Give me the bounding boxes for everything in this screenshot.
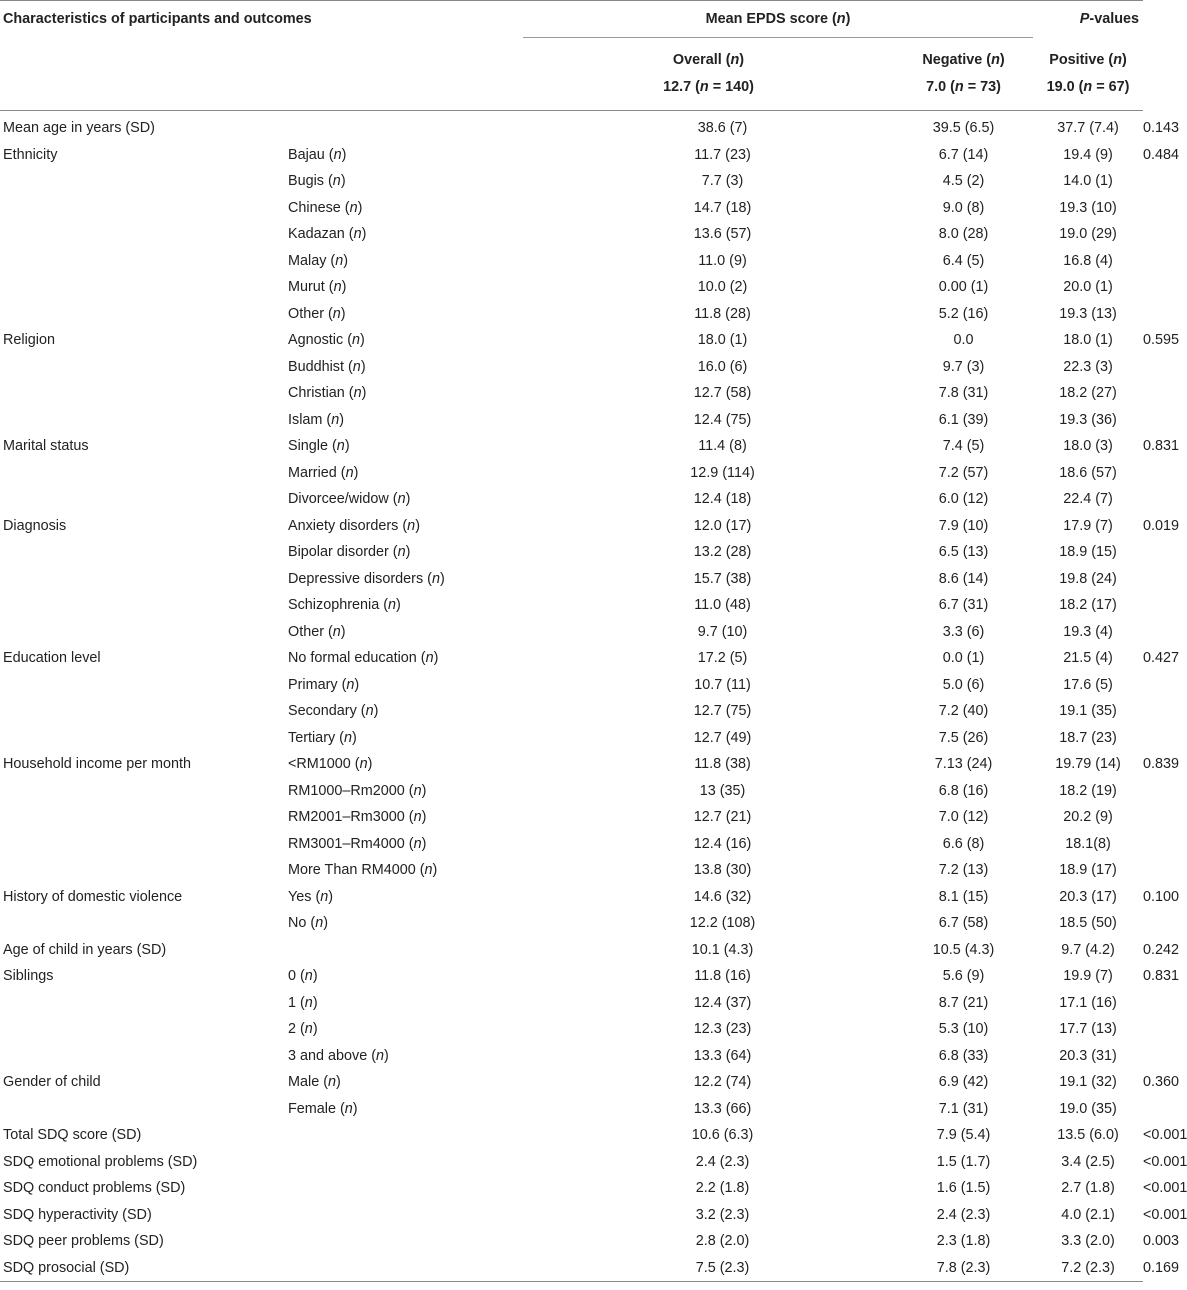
cell-overall: 12.0 (17) (693, 517, 752, 534)
cell-overall: 12.9 (114) (690, 464, 755, 481)
cell-overall: 2.2 (1.8) (695, 1180, 750, 1197)
cell-positive: 13.5 (6.0) (1057, 1127, 1119, 1144)
cell-negative: 6.7 (31) (938, 597, 989, 614)
cell-negative: 9.7 (3) (942, 358, 985, 375)
cell-overall: 12.3 (23) (693, 1021, 752, 1038)
table-row: Education level No formal education (n) 17.2 (5) 0.0 (1) 21.5 (4) 0.427 (0, 645, 1143, 672)
cell-negative: 5.6 (9) (942, 968, 985, 985)
table-row (0, 301, 1143, 328)
cell-category: SDQ emotional problems (SD) (3, 1153, 198, 1170)
cell-positive: 19.79 (14) (1055, 756, 1121, 773)
cell-category: Mean age in years (SD) (3, 120, 155, 137)
table-row (0, 1043, 1143, 1070)
cell-positive: 18.5 (50) (1059, 915, 1117, 932)
cell-subcategory (285, 937, 523, 964)
cell-positive: 9.7 (4.2) (1061, 941, 1115, 958)
table-row (0, 407, 1143, 434)
cell-positive: 19.0 (29) (1059, 226, 1117, 243)
cell-overall: 12.4 (18) (693, 491, 752, 508)
table-header (0, 1, 1143, 111)
cell-positive: 16.8 (4) (1063, 252, 1113, 269)
cell-overall: 13.2 (28) (693, 544, 752, 561)
cell-overall: 16.0 (6) (697, 358, 748, 375)
cell-category (0, 592, 285, 619)
cell-positive: 20.3 (17) (1059, 888, 1117, 905)
cell-subcategory: 3 and above (n) (288, 1047, 389, 1064)
cell-subcategory (285, 1255, 523, 1282)
table-row (0, 804, 1143, 831)
cell-subcategory (285, 111, 523, 142)
cell-overall: 13.3 (66) (693, 1100, 752, 1117)
cell-positive: 18.7 (23) (1059, 729, 1117, 746)
cell-category: Total SDQ score (SD) (3, 1127, 142, 1144)
cell-negative: 6.8 (16) (938, 782, 989, 799)
cell-category: SDQ prosocial (SD) (0, 1255, 285, 1282)
cell-subcategory: Primary (n) (288, 676, 360, 693)
table-body (0, 111, 1187, 1282)
cell-overall: 11.4 (8) (698, 438, 747, 455)
cell-overall: 11.0 (9) (698, 252, 747, 269)
cell-overall: 10.1 (4.3) (691, 941, 754, 958)
cell-negative: 8.1 (15) (938, 888, 989, 905)
cell-positive: 18.9 (17) (1059, 862, 1117, 879)
cell-negative: 0.0 (1) (942, 650, 985, 667)
cell-subcategory: Married (n) (288, 464, 359, 481)
cell-subcategory (285, 1175, 523, 1202)
table-row (0, 460, 1143, 487)
cell-positive: 18.6 (57) (1059, 464, 1117, 481)
cell-positive: 3.4 (2.5) (1061, 1153, 1115, 1170)
cell-subcategory: Other (n) (288, 623, 346, 640)
cell-overall: 11.0 (48) (694, 597, 751, 614)
header-negative-label: Negative (n) (922, 52, 1005, 68)
cell-negative: 9.0 (8) (942, 199, 985, 216)
cell-positive: 19.8 (24) (1059, 570, 1117, 587)
table-row (0, 380, 1143, 407)
header-negative (894, 38, 1033, 111)
header-positive (1033, 38, 1143, 111)
cell-category (0, 725, 285, 752)
cell-subcategory: Bugis (n) (288, 173, 346, 190)
table-row: SDQ hyperactivity (SD) 3.2 (2.3) 2.4 (2.3) 4.0 (2.1) <0.001 (0, 1202, 1143, 1229)
cell-subcategory: Murut (n) (288, 279, 347, 296)
cell-negative: 3.3 (6) (942, 623, 985, 640)
table-row (0, 990, 1143, 1017)
cell-positive: 3.3 (2.0) (1061, 1233, 1115, 1250)
cell-negative: 7.4 (5) (942, 438, 985, 455)
table-row (0, 725, 1143, 752)
cell-negative: 6.4 (5) (942, 252, 985, 269)
table-row: Household income per month <RM1000 (n) 11.8 (38) 7.13 (24) 19.79 (14) 0.839 (0, 751, 1143, 778)
cell-category (0, 910, 285, 937)
cell-subcategory: Bajau (n) (288, 146, 347, 163)
cell-negative: 6.1 (39) (938, 411, 989, 428)
cell-category (0, 274, 285, 301)
cell-subcategory: RM1000–Rm2000 (n) (288, 782, 427, 799)
cell-category (0, 566, 285, 593)
cell-overall: 2.8 (2.0) (695, 1233, 750, 1250)
cell-positive: 17.6 (5) (1063, 676, 1113, 693)
table-row (0, 354, 1143, 381)
cell-overall: 17.2 (5) (697, 650, 748, 667)
cell-overall: 12.7 (75) (693, 703, 752, 720)
cell-positive: 19.1 (32) (1059, 1074, 1117, 1091)
cell-subcategory: Divorcee/widow (n) (288, 491, 411, 508)
cell-overall: 12.7 (49) (693, 729, 752, 746)
cell-category (0, 672, 285, 699)
cell-negative: 6.6 (8) (942, 835, 985, 852)
header-spacer (0, 38, 523, 111)
cell-negative: 5.3 (10) (938, 1021, 989, 1038)
cell-positive: 22.3 (3) (1063, 358, 1113, 375)
cell-negative: 6.7 (58) (938, 915, 989, 932)
cell-category (0, 1096, 285, 1123)
table-row (0, 248, 1143, 275)
cell-positive: 17.1 (16) (1059, 994, 1117, 1011)
cell-subcategory: Kadazan (n) (288, 226, 367, 243)
table-row (0, 857, 1143, 884)
cell-category (0, 804, 285, 831)
cell-negative: 1.6 (1.5) (936, 1180, 991, 1197)
cell-subcategory: Anxiety disorders (n) (288, 517, 420, 534)
cell-positive: 19.3 (36) (1059, 411, 1117, 428)
cell-positive: 18.2 (17) (1059, 597, 1117, 614)
cell-subcategory: Male (n) (288, 1074, 341, 1091)
cell-category (0, 460, 285, 487)
cell-category (0, 778, 285, 805)
cell-subcategory (285, 1122, 523, 1149)
cell-overall: 11.8 (38) (694, 756, 751, 773)
cell-category (0, 248, 285, 275)
cell-negative: 0.0 (953, 332, 974, 349)
table-row: Ethnicity Bajau (n) 11.7 (23) 6.7 (14) 19.4 (9) 0.484 (0, 142, 1143, 169)
cell-category: Age of child in years (SD) (3, 941, 167, 958)
cell-overall: 3.2 (2.3) (695, 1206, 750, 1223)
cell-category: History of domestic violence (3, 888, 183, 905)
table-row (0, 672, 1143, 699)
cell-negative: 7.9 (5.4) (936, 1127, 991, 1144)
cell-subcategory: Yes (n) (288, 888, 334, 905)
cell-negative: 0.00 (1) (938, 279, 989, 296)
cell-category (0, 221, 285, 248)
cell-subcategory: Bipolar disorder (n) (288, 544, 411, 561)
table-row (0, 274, 1143, 301)
cell-category (0, 195, 285, 222)
cell-positive: 19.3 (13) (1059, 305, 1117, 322)
cell-overall: 11.8 (16) (694, 968, 751, 985)
cell-positive: 18.0 (1) (1063, 332, 1113, 349)
table-row (0, 486, 1143, 513)
table-row: Diagnosis Anxiety disorders (n) 12.0 (17) 7.9 (10) 17.9 (7) 0.019 (0, 513, 1143, 540)
cell-category: Education level (3, 650, 101, 667)
cell-subcategory: Chinese (n) (288, 199, 363, 216)
cell-overall: 12.2 (108) (689, 915, 756, 932)
header-positive-label: Positive (n) (1049, 51, 1127, 68)
cell-category: Household income per month (3, 756, 191, 773)
cell-subcategory: Malay (n) (288, 252, 348, 269)
cell-positive: 18.2 (19) (1059, 782, 1117, 799)
cell-positive: 20.2 (9) (1063, 809, 1113, 826)
cell-category (0, 698, 285, 725)
cell-negative: 7.2 (13) (938, 862, 989, 879)
cell-overall: 18.0 (1) (697, 332, 748, 349)
table-row (0, 778, 1143, 805)
cell-overall: 12.4 (16) (693, 835, 752, 852)
cell-category (0, 168, 285, 195)
table-row: Total SDQ score (SD) 10.6 (6.3) 7.9 (5.4) 13.5 (6.0) <0.001 (0, 1122, 1143, 1149)
cell-overall: 12.7 (21) (693, 809, 752, 826)
cell-negative: 5.2 (16) (938, 305, 989, 322)
header-characteristics: Characteristics of participants and outcomes (0, 1, 523, 38)
table-row (0, 221, 1143, 248)
table-row (0, 592, 1143, 619)
cell-overall: 11.8 (28) (694, 305, 751, 322)
header-positive-sub: 19.0 (n = 67) (1046, 78, 1130, 95)
cell-subcategory: More Than RM4000 (n) (288, 862, 438, 879)
cell-overall: 10.6 (6.3) (691, 1127, 754, 1144)
cell-subcategory: Single (n) (288, 438, 350, 455)
cell-positive: 17.9 (7) (1063, 517, 1113, 534)
cell-overall: 38.6 (7) (697, 120, 748, 137)
cell-negative: 2.4 (2.3) (936, 1206, 991, 1223)
cell-overall: 7.5 (2.3) (523, 1255, 894, 1282)
cell-subcategory: Buddhist (n) (288, 358, 366, 375)
cell-overall: 12.4 (75) (693, 411, 752, 428)
table-row: SDQ emotional problems (SD) 2.4 (2.3) 1.5 (1.7) 3.4 (2.5) <0.001 (0, 1149, 1143, 1176)
cell-overall: 14.7 (18) (693, 199, 752, 216)
header-overall-label: Overall (n) (672, 52, 745, 68)
table-row (0, 831, 1143, 858)
cell-overall: 9.7 (10) (697, 623, 748, 640)
table-row: Mean age in years (SD) 38.6 (7) 39.5 (6.5) 37.7 (7.4) 0.143 (0, 111, 1143, 142)
cell-subcategory: No (n) (288, 915, 328, 932)
cell-negative: 6.5 (13) (938, 544, 989, 561)
header-mean-epds: Mean EPDS score (n) (523, 1, 1033, 38)
cell-subcategory: Depressive disorders (n) (288, 570, 445, 587)
cell-negative: 7.0 (12) (938, 809, 989, 826)
table-row: Gender of child Male (n) 12.2 (74) 6.9 (42) 19.1 (32) 0.360 (0, 1069, 1143, 1096)
cell-subcategory: RM3001–Rm4000 (n) (288, 835, 427, 852)
table-row: Siblings 0 (n) 11.8 (16) 5.6 (9) 19.9 (7) 0.831 (0, 963, 1143, 990)
table-row: SDQ peer problems (SD) 2.8 (2.0) 2.3 (1.8) 3.3 (2.0) 0.003 (0, 1228, 1143, 1255)
cell-subcategory: Islam (n) (288, 411, 344, 428)
table-row (0, 698, 1143, 725)
cell-negative: 4.5 (2) (942, 173, 985, 190)
cell-subcategory: Secondary (n) (288, 703, 379, 720)
cell-positive: 19.1 (35) (1059, 703, 1117, 720)
cell-subcategory (285, 1149, 523, 1176)
cell-negative: 8.6 (14) (938, 570, 989, 587)
cell-overall: 13 (35) (699, 782, 746, 799)
cell-negative: 1.5 (1.7) (936, 1153, 991, 1170)
cell-negative: 5.0 (6) (942, 676, 985, 693)
table-row (0, 1016, 1143, 1043)
cell-overall: 12.2 (74) (693, 1074, 752, 1091)
cell-category (0, 407, 285, 434)
cell-subcategory: Female (n) (288, 1100, 358, 1117)
cell-category (0, 1016, 285, 1043)
cell-positive: 14.0 (1) (1063, 173, 1113, 190)
cell-positive: 18.9 (15) (1059, 544, 1117, 561)
cell-subcategory: 1 (n) (288, 994, 318, 1011)
table-row: Marital status Single (n) 11.4 (8) 7.4 (5) 18.0 (3) 0.831 (0, 433, 1143, 460)
cell-overall: 10.0 (2) (697, 279, 748, 296)
cell-category: Siblings (3, 968, 54, 985)
cell-overall: 14.6 (32) (693, 888, 752, 905)
table-row: Age of child in years (SD) 10.1 (4.3) 10.5 (4.3) 9.7 (4.2) 0.242 (0, 937, 1143, 964)
cell-subcategory: Christian (n) (288, 385, 367, 402)
cell-overall: 12.7 (58) (693, 385, 752, 402)
cell-positive: 19.3 (4) (1063, 623, 1113, 640)
header-negative-sub: 7.0 (n = 73) (926, 79, 1001, 95)
cell-subcategory: Agnostic (n) (288, 332, 365, 349)
cell-subcategory: Schizophrenia (n) (288, 597, 401, 614)
cell-negative: 7.9 (10) (938, 517, 989, 534)
table-row: SDQ conduct problems (SD) 2.2 (1.8) 1.6 (1.5) 2.7 (1.8) <0.001 (0, 1175, 1143, 1202)
cell-overall: 13.3 (64) (693, 1047, 752, 1064)
table-row (0, 566, 1143, 593)
cell-negative: 6.9 (42) (938, 1074, 989, 1091)
cell-overall: 2.4 (2.3) (695, 1153, 750, 1170)
cell-category: Marital status (3, 438, 89, 455)
table-row: SDQ prosocial (SD) 7.5 (2.3) 7.8 (2.3) 7.2 (2.3) 0.169 (0, 1255, 1143, 1282)
cell-category: Religion (3, 332, 55, 349)
cell-negative: 6.7 (14) (938, 146, 989, 163)
cell-category (0, 301, 285, 328)
cell-negative: 10.5 (4.3) (932, 941, 995, 958)
cell-positive: 19.3 (10) (1059, 199, 1117, 216)
cell-negative: 8.0 (28) (938, 226, 989, 243)
cell-positive: 20.3 (31) (1059, 1047, 1117, 1064)
cell-positive: 17.7 (13) (1059, 1021, 1117, 1038)
cell-category: Diagnosis (3, 517, 67, 534)
cell-negative: 7.8 (31) (938, 385, 989, 402)
cell-category (0, 831, 285, 858)
cell-positive: 20.0 (1) (1063, 279, 1113, 296)
cell-subcategory: <RM1000 (n) (288, 756, 373, 773)
table-row: Religion Agnostic (n) 18.0 (1) 0.0 18.0 (1) 0.595 (0, 327, 1143, 354)
cell-positive: 2.7 (1.8) (1061, 1180, 1115, 1197)
table-row (0, 539, 1143, 566)
cell-subcategory: RM2001–Rm3000 (n) (288, 809, 427, 826)
cell-overall: 13.8 (30) (693, 862, 752, 879)
header-overall (523, 38, 894, 111)
cell-positive: 37.7 (7.4) (1057, 120, 1119, 137)
header-overall-sub: 12.7 (n = 140) (663, 79, 754, 95)
cell-positive: 18.1(8) (1065, 835, 1111, 852)
cell-subcategory: 2 (n) (288, 1021, 318, 1038)
cell-negative: 7.1 (31) (938, 1100, 989, 1117)
cell-subcategory: No formal education (n) (288, 650, 439, 667)
cell-positive: 19.4 (9) (1063, 146, 1113, 163)
cell-category (0, 857, 285, 884)
cell-negative: 7.2 (40) (938, 703, 989, 720)
cell-negative: 7.8 (2.3) (894, 1255, 1033, 1282)
cell-negative: 8.7 (21) (938, 994, 989, 1011)
cell-negative: 7.2 (57) (938, 464, 989, 481)
cell-subcategory: Tertiary (n) (288, 729, 357, 746)
cell-subcategory (285, 1228, 523, 1255)
cell-positive: 18.0 (3) (1063, 438, 1113, 455)
cell-negative: 7.13 (24) (934, 756, 993, 773)
cell-subcategory: Other (n) (288, 305, 346, 322)
cell-overall: 11.7 (23) (694, 146, 751, 163)
cell-category (0, 354, 285, 381)
cell-category (0, 539, 285, 566)
header-pvalues: P-values (1033, 1, 1143, 38)
cell-positive: 19.0 (35) (1059, 1100, 1117, 1117)
table-row (0, 168, 1143, 195)
table-row (0, 910, 1143, 937)
cell-category: SDQ hyperactivity (SD) (3, 1206, 152, 1223)
cell-category: SDQ conduct problems (SD) (3, 1180, 186, 1197)
cell-positive: 19.9 (7) (1063, 968, 1113, 985)
cell-overall: 7.7 (3) (701, 173, 744, 190)
cell-category: SDQ peer problems (SD) (3, 1233, 164, 1250)
cell-category (0, 619, 285, 646)
cell-category (0, 990, 285, 1017)
cell-negative: 7.5 (26) (938, 729, 989, 746)
cell-subcategory (285, 1202, 523, 1229)
cell-category (0, 380, 285, 407)
cell-overall: 12.4 (37) (693, 994, 752, 1011)
cell-category (0, 1043, 285, 1070)
cell-positive: 7.2 (2.3) (1033, 1255, 1143, 1282)
cell-category: Gender of child (3, 1074, 101, 1091)
cell-negative: 6.8 (33) (938, 1047, 989, 1064)
cell-subcategory: 0 (n) (288, 968, 318, 985)
cell-category (0, 486, 285, 513)
cell-positive: 4.0 (2.1) (1061, 1206, 1115, 1223)
table-row (0, 195, 1143, 222)
cell-overall: 13.6 (57) (693, 226, 752, 243)
cell-overall: 10.7 (11) (694, 676, 751, 693)
cell-category: Ethnicity (3, 146, 58, 163)
table-row (0, 619, 1143, 646)
cell-positive: 18.2 (27) (1059, 385, 1117, 402)
table-row (0, 1096, 1143, 1123)
cell-overall: 15.7 (38) (693, 570, 752, 587)
table-row: History of domestic violence Yes (n) 14.6 (32) 8.1 (15) 20.3 (17) 0.100 (0, 884, 1143, 911)
cell-positive: 22.4 (7) (1063, 491, 1113, 508)
cell-negative: 6.0 (12) (938, 491, 989, 508)
cell-negative: 39.5 (6.5) (932, 120, 995, 137)
cell-negative: 2.3 (1.8) (936, 1233, 991, 1250)
cell-positive: 21.5 (4) (1063, 650, 1113, 667)
